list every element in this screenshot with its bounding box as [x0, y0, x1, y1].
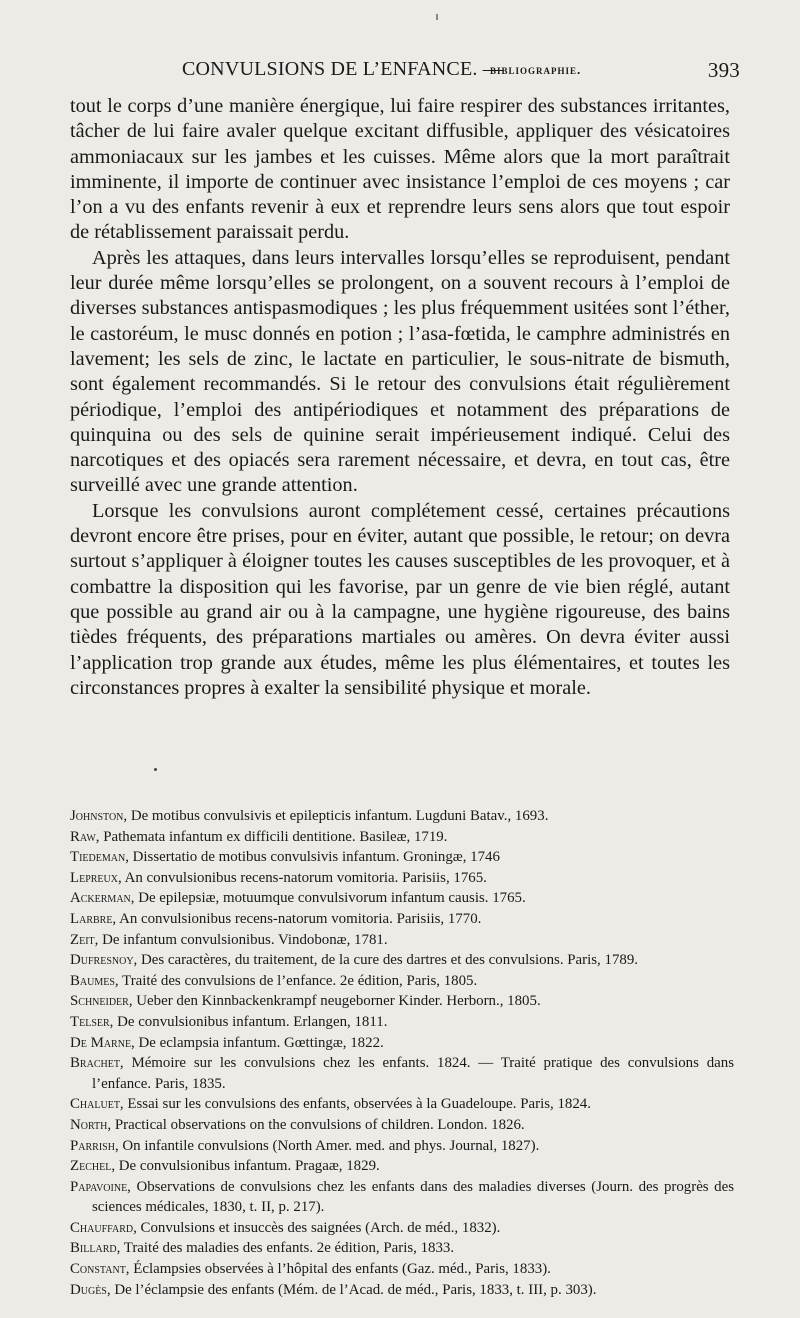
body-text	[70, 94, 730, 701]
reference-item	[70, 806, 734, 827]
reference-author: Papavoine,	[70, 1178, 131, 1195]
reference-author: Constant,	[70, 1261, 130, 1278]
reference-item	[70, 1280, 734, 1301]
reference-author: Brachet,	[70, 1055, 124, 1072]
reference-text: De convulsionibus infantum. Erlangen, 1811.	[113, 1013, 388, 1030]
reference-author: Johnston,	[70, 808, 128, 824]
reference-text: De epilepsiæ, motuumque convulsivorum infantum causis. 1765.	[134, 890, 526, 907]
reference-item	[70, 1156, 734, 1177]
reference-item	[70, 1218, 734, 1239]
reference-author: Parrish,	[70, 1137, 119, 1154]
page-number: 393	[707, 58, 740, 82]
reference-author: Zechel,	[70, 1158, 116, 1175]
reference-text: An convulsionibus recens-natorum vomitoria. Parisiis, 1765.	[121, 869, 487, 886]
reference-text: De convulsionibus infantum. Pragaæ, 1829.	[115, 1158, 380, 1175]
reference-item	[70, 909, 734, 930]
reference-item	[70, 1177, 734, 1218]
bibliography-list	[70, 806, 734, 1300]
reference-item	[70, 1033, 734, 1054]
reference-item	[70, 847, 734, 868]
reference-author: Chauffard,	[70, 1219, 137, 1236]
reference-text: Des caractères, du traitement, de la cure des dartres et des convulsions. Paris, 1789.	[137, 952, 638, 969]
reference-text: De l’éclampsie des enfants (Mém. de l’Acad. de méd., Paris, 1833, t. III, p. 303).	[110, 1281, 597, 1298]
reference-author: Schneider,	[70, 993, 133, 1010]
margin-mark	[436, 14, 438, 20]
reference-item	[70, 1259, 734, 1280]
reference-author: Dufresnoy,	[70, 952, 138, 969]
reference-text: Observations de convulsions chez les enfants dans des maladies diverses (Journ. des progrès des sciences médicales, 1830, t. II, p. 217).	[92, 1178, 734, 1216]
reference-author: Telser,	[70, 1013, 114, 1030]
reference-author: Larbre,	[70, 910, 117, 927]
reference-author: Ackerman,	[70, 890, 135, 907]
reference-item	[70, 1094, 734, 1115]
reference-text: Traité des maladies des enfants. 2e édition, Paris, 1833.	[120, 1240, 455, 1257]
reference-text: De eclampsia infantum. Gœttingæ, 1822.	[134, 1034, 384, 1051]
reference-author: Baumes,	[70, 972, 119, 989]
paragraph-2: Après les attaques, dans leurs intervalles lorsqu’elles se reproduisent, pendant leur durée même lorsqu’elles se prolongent, on a souvent recours à l’emploi de diverses substances antispasmodiques ; les plus fréquemment usitées sont l’éther, le castoréum, le musc donnés en potion ; l’asa-fœtida, le camphre administrés en lavement; les sels de zinc, le lactate en particulier, le sous-nitrate de bismuth, sont également recommandés. Si le retour des convulsions était régulièrement périodique, l’emploi des antipériodiques et notamment des préparations de quinquina ou des sels de quinine serait impérieusement indiqué. Celui des narcotiques et des opiacés sera rarement nécessaire, et devra, en tout cas, être surveillé avec une grande attention.	[70, 246, 730, 497]
reference-item	[70, 991, 734, 1012]
reference-author: De Marne,	[70, 1034, 135, 1051]
reference-author: Zeit,	[70, 931, 99, 948]
reference-text: De infantum convulsionibus. Vindobonæ, 1781.	[98, 931, 388, 948]
paragraph-1: tout le corps d’une manière énergique, lui faire respirer des substances irritantes, tâcher de lui faire avaler quelque excitant diffusible, appliquer des vésicatoires ammoniacaux sur les jambes et les cuisses. Même alors que la mort paraîtrait imminente, il importe de continuer avec insistance l’emploi de ces moyens ; car l’on a vu des enfants revenir à eux et reprendre leurs sens alors que tout espoir de rétablissement paraissait perdu.	[70, 95, 730, 244]
reference-item	[70, 971, 734, 992]
header-title: CONVULSIONS DE L’ENFANCE. —	[182, 58, 503, 80]
paragraph-3: Lorsque les convulsions auront complétement cessé, certaines précautions devront encore être prises, pour en éviter, autant que possible, le retour; on devra surtout s’appliquer à éloigner toutes les causes susceptibles de les provoquer, et à combattre la disposition qui les favorise, par un genre de vie bien réglé, autant que possible au grand air ou à la campagne, une hygiène rigoureuse, des bains tièdes fréquents, des préparations martiales ou amères. On devra éviter aussi l’application trop grande aux études, même les plus élémentaires, et toutes les circonstances propres à exalter la sensibilité physique et morale.	[70, 499, 730, 699]
reference-text: De motibus convulsivis et epilepticis infantum. Lugduni Batav., 1693.	[127, 808, 549, 824]
reference-author: Raw,	[70, 828, 100, 845]
reference-item	[70, 1136, 734, 1157]
reference-item	[70, 1053, 734, 1094]
reference-text: Éclampsies observées à l’hôpital des enfants (Gaz. méd., Paris, 1833).	[129, 1261, 551, 1278]
reference-author: Lepreux,	[70, 869, 122, 886]
reference-text: Dissertatio de motibus convulsivis infantum. Groningæ, 1746	[128, 849, 500, 866]
reference-author: Tiedeman,	[70, 849, 129, 866]
reference-item	[70, 868, 734, 889]
reference-item	[70, 827, 734, 848]
reference-author: North,	[70, 1116, 112, 1133]
reference-author: Billard,	[70, 1240, 121, 1257]
reference-author: Dugès,	[70, 1281, 111, 1298]
reference-text: An convulsionibus recens-natorum vomitoria. Parisiis, 1770.	[116, 910, 482, 927]
stray-dot	[154, 768, 157, 771]
reference-text: On infantile convulsions (North Amer. med. and phys. Journal, 1827).	[118, 1137, 540, 1154]
reference-text: Practical observations on the convulsions of children. London. 1826.	[111, 1116, 525, 1133]
reference-item	[70, 1012, 734, 1033]
reference-item	[70, 1238, 734, 1259]
reference-text: Pathemata infantum ex difficili dentitione. Basileæ, 1719.	[99, 828, 448, 845]
reference-text: Ueber den Kinnbackenkrampf neugeborner Kinder. Herborn., 1805.	[132, 993, 541, 1010]
reference-text: Convulsions et insuccès des saignées (Arch. de méd., 1832).	[136, 1219, 501, 1236]
reference-item	[70, 930, 734, 951]
header-section: bibliographie.	[490, 62, 582, 77]
reference-text: Traité des convulsions de l’enfance. 2e édition, Paris, 1805.	[118, 972, 478, 989]
reference-author: Chaluet,	[70, 1096, 124, 1113]
reference-text: Essai sur les convulsions des enfants, observées à la Guadeloupe. Paris, 1824.	[123, 1096, 591, 1113]
reference-item	[70, 1115, 734, 1136]
reference-text: Mémoire sur les convulsions chez les enfants. 1824. — Traité pratique des convulsions dans l’enfance. Paris, 1835.	[92, 1055, 734, 1092]
reference-item	[70, 950, 734, 971]
reference-item	[70, 888, 734, 909]
